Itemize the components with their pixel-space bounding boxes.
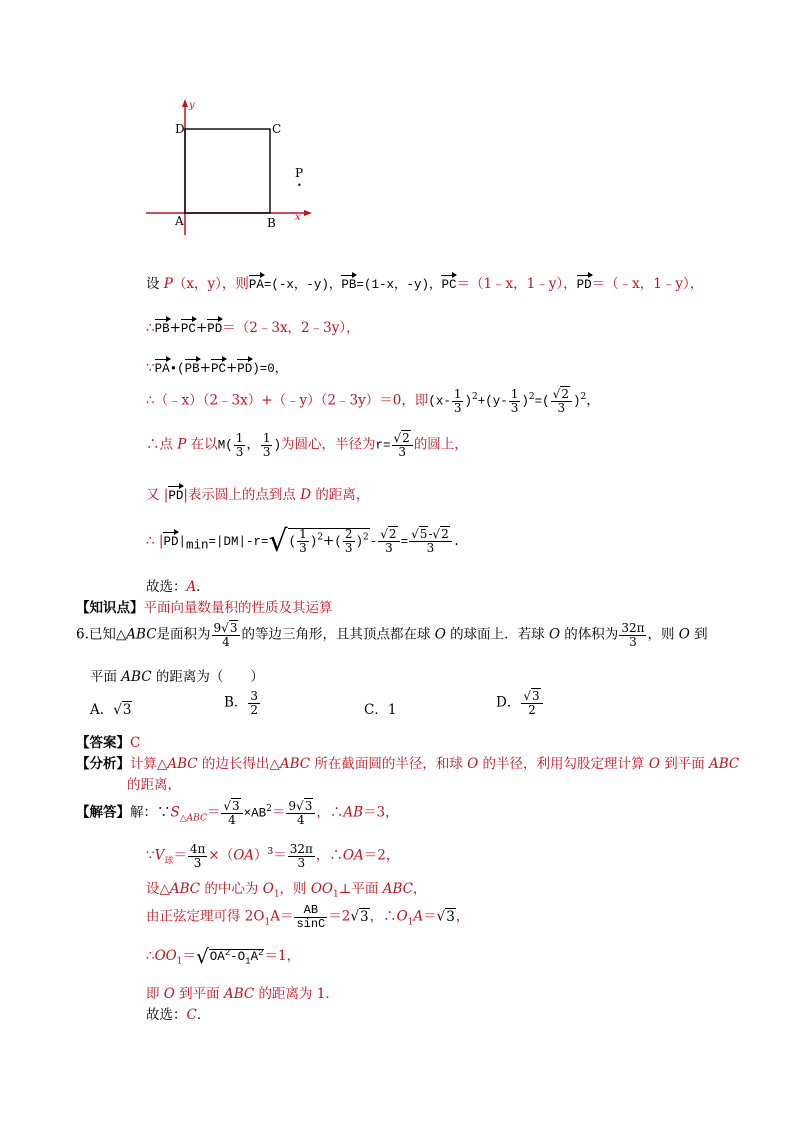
option-c[interactable]: C．1 (364, 702, 397, 718)
point-c-label: C (272, 122, 282, 136)
analysis-6-line1: 【分析】计算△ABC 的边长得出△ABC 所在截面圆的半径，和球 O 的半径，利用勾股定理计算 O 到平面 ABC (76, 756, 740, 772)
point-p-label: P (295, 166, 304, 180)
sol6-line3: 设△ABC 的中心为 $O_1$，则 $OO_1\perp$平面 ABC， (146, 881, 427, 900)
sol6-line4: 由正弦定理可得 $2O_1A=$ $\frac{AB}{\sin C}$ ＝2√3，$\therefore O_1A=√3$， (146, 903, 470, 931)
sol6-line2: $\because V_球=$ $\frac{4\pi}{3}$ ×（OA）$^3$＝ $\frac{32\pi}{3}$ ，∴OA＝2， (146, 842, 400, 870)
sol5-answer: 故选：A． (146, 579, 210, 595)
sol5-line1: 设 P（x，y），则PA=(-x，-y)，PB=(1-x，-y)，PC＝（1﹣x，1﹣y），PD＝（﹣x，1﹣y）， (146, 276, 704, 292)
x-axis-arrow (304, 210, 312, 216)
square-abcd (185, 129, 270, 213)
point-d-label: D (175, 122, 185, 136)
sol5-line5: ∴点 P 在以M( $\frac{1}{3}$ ， $\frac{1}{3}$ )为圆心，半径为r= $\frac{√2}{3}$ 的圆上， (146, 431, 468, 459)
sol5-line7: ∴ $|PD|_{min}=|DM|-r=√$( $\frac{1}{3}$ )$^2$+( $\frac{2}{3}$ )$^2$- $\frac{√2}{3}$ = $\frac{√5-√2}{3}$ . (146, 524, 461, 559)
question-6-line2: 平面 ABC 的距离为（ ） (90, 669, 264, 685)
option-a[interactable]: A．√3 (90, 702, 132, 718)
point-a-label: A (175, 214, 184, 228)
coordinate-figure (140, 95, 320, 235)
analysis-6-line2: 的距离， (127, 777, 181, 793)
point-p-dot: • (297, 181, 302, 190)
y-axis-label: y (189, 100, 195, 111)
sol5-line3: ∵PA•(PB+PC+PD)=0， (146, 360, 288, 376)
sol6-line6: 即 O 到平面 ABC 的距离为 1． (146, 986, 339, 1002)
y-axis-arrow (182, 99, 188, 107)
knowledge-point: 【知识点】平面向量数量积的性质及其运算 (76, 600, 333, 616)
option-d[interactable]: D． $\frac{√3}{2}$ (496, 690, 544, 716)
question-6-line1: 6.已知△ABC是面积为 $\frac{9√3}{4}$ 的等边三角形，且其顶点都在球 O 的球面上．若球 O 的体积为 $\frac{32\pi}{3}$ ，则 O 到 (76, 621, 708, 649)
option-b[interactable]: B． $\frac{3}{2}$ (224, 689, 259, 717)
sol6-answer: 故选：C． (146, 1007, 211, 1023)
x-axis-label: x (295, 212, 301, 223)
sol6-line5: $\therefore OO_1=√OA^2-O_1A^2=1$， (146, 944, 301, 969)
sol5-line4: ∴（﹣x）（2﹣3x）+（﹣y）（2﹣3y）＝0，即(x- $\frac{1}{3}$ )$^2$+(y- $\frac{1}{3}$ )$^2$=( $\frac{√2}{3}$ )$^2$， (146, 387, 600, 415)
point-b-label: B (267, 216, 276, 230)
sol6-line1: 【解答】解：$\because S_{\triangle ABC}=$ $\frac{√3}{4}$ $\times AB^2=$ $\frac{9√3}{4}$ ，∴AB＝3， (76, 799, 399, 827)
answer-6: 【答案】C (76, 735, 141, 751)
sol5-line6: 又 |PD|表示圆上的点到点 D 的距离， (146, 487, 370, 503)
sol5-line2: ∴PB+PC+PD＝（2﹣3x，2﹣3y）， (146, 320, 360, 336)
